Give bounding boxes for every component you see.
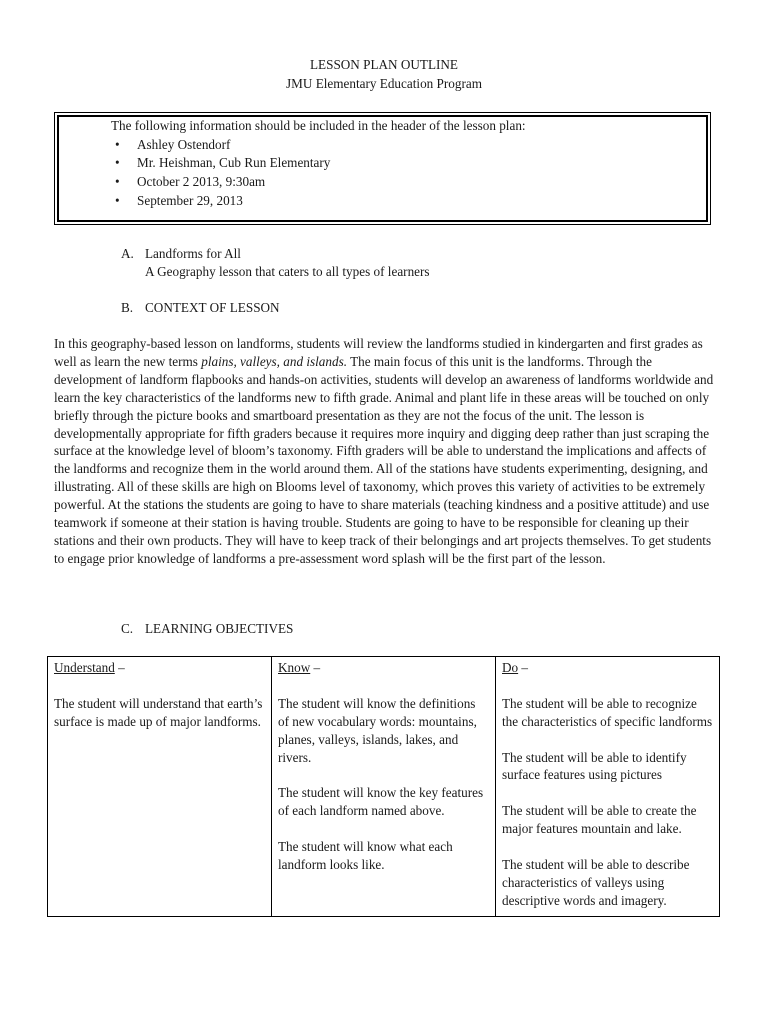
section-c-letter: C. (121, 621, 134, 636)
objective-item: The student will know the definitions of new vocabulary words: mountains, planes, valleys, islands, lakes, and rivers. (278, 695, 477, 765)
do-cell (496, 657, 720, 917)
context-text-2: The main focus of this unit is the landforms. Through the development of landform flapbooks and hands-on activities, students will develop an awareness of landforms worldwide and learn the key characteristics of the landforms new to fifth grade. Animal and plant life in these areas will be touched on only briefly through the picture books and smartboard presentation as they are not the focus of the unit. The lesson is developmentally appropriate for fifth graders because it requires more inquiry and digging deep rather than just scraping the surface at the knowledge level of bloom’s taxonomy. Fifth graders will be able to understand the implications and affects of the landforms and recognize them in the world around them. All of the stations have students experimenting, designing, and illustrating. All of these skills are high on Blooms level of taxonomy, which proves this variety of activities to be extremely powerful. At the stations the students are going to have to share materials (teaching kindness and a positive attitude) and use teamwork if someone at their station is having trouble. Students are going to have to be responsible for cleaning up their stations and their own products. They will have to keep track of their belongings and art projects themselves. To get students to engage prior knowledge of landforms a pre-assessment word splash will be the first part of the lesson. (54, 353, 714, 566)
list-item-text: Mr. Heishman, Cub Run Elementary (137, 155, 331, 171)
context-italic-terms: plains, valleys, and islands. (201, 353, 348, 369)
know-header: Know – (278, 660, 321, 675)
do-header: Do – (502, 660, 529, 675)
understand-cell (48, 657, 272, 917)
list-item (111, 136, 526, 155)
bullet-icon: • (115, 174, 120, 190)
list-item-text: October 2 2013, 9:30am (137, 174, 266, 190)
objective-item: The student will be able to identify surface features using pictures (502, 749, 687, 783)
table-row (48, 657, 720, 917)
list-item (111, 173, 526, 192)
objective-item: The student will be able to describe characteristics of valleys using descriptive words and imagery. (502, 856, 690, 908)
section-a-description: A Geography lesson that caters to all types of learners (145, 264, 430, 279)
context-text-1: In this geography-based lesson on landforms, students will review the landforms studied in kindergarten and first grades as well as learn the new terms (54, 336, 703, 369)
document-title: LESSON PLAN OUTLINE (310, 57, 458, 72)
objective-item: The student will be able to recognize the characteristics of specific landforms (502, 695, 713, 729)
understand-header-label: Understand (54, 660, 115, 675)
bullet-icon: • (115, 136, 120, 152)
section-b-letter: B. (121, 300, 134, 315)
section-c (121, 620, 293, 638)
context-paragraph (54, 335, 714, 568)
section-b-title: CONTEXT OF LESSON (145, 300, 280, 315)
section-b (121, 299, 280, 317)
list-item-text: September 29, 2013 (137, 192, 243, 208)
section-a-title: Landforms for All (145, 246, 241, 261)
bullet-icon: • (115, 192, 120, 208)
list-item (111, 154, 526, 173)
info-box-intro: The following information should be included in the header of the lesson plan: (111, 118, 526, 133)
understand-header: Understand – (54, 660, 125, 675)
info-box-list (111, 136, 526, 211)
objective-item: The student will understand that earth’s surface is made up of major landforms. (54, 695, 263, 729)
objective-item: The student will know what each landform looks like. (278, 839, 453, 872)
info-box (111, 117, 526, 211)
do-header-label: Do (502, 660, 519, 675)
know-header-label: Know (278, 660, 311, 675)
section-a (121, 245, 430, 281)
know-cell (272, 657, 496, 917)
section-a-letter: A. (121, 246, 134, 261)
objective-item: The student will know the key features of each landform named above. (278, 785, 484, 819)
document-subtitle: JMU Elementary Education Program (286, 76, 482, 91)
section-c-title: LEARNING OBJECTIVES (145, 621, 294, 636)
list-item (111, 192, 526, 211)
objectives-table (47, 656, 720, 917)
bullet-icon: • (115, 155, 120, 171)
list-item-text: Ashley Ostendorf (137, 136, 231, 152)
objective-item: The student will be able to create the major features mountain and lake. (502, 803, 697, 837)
